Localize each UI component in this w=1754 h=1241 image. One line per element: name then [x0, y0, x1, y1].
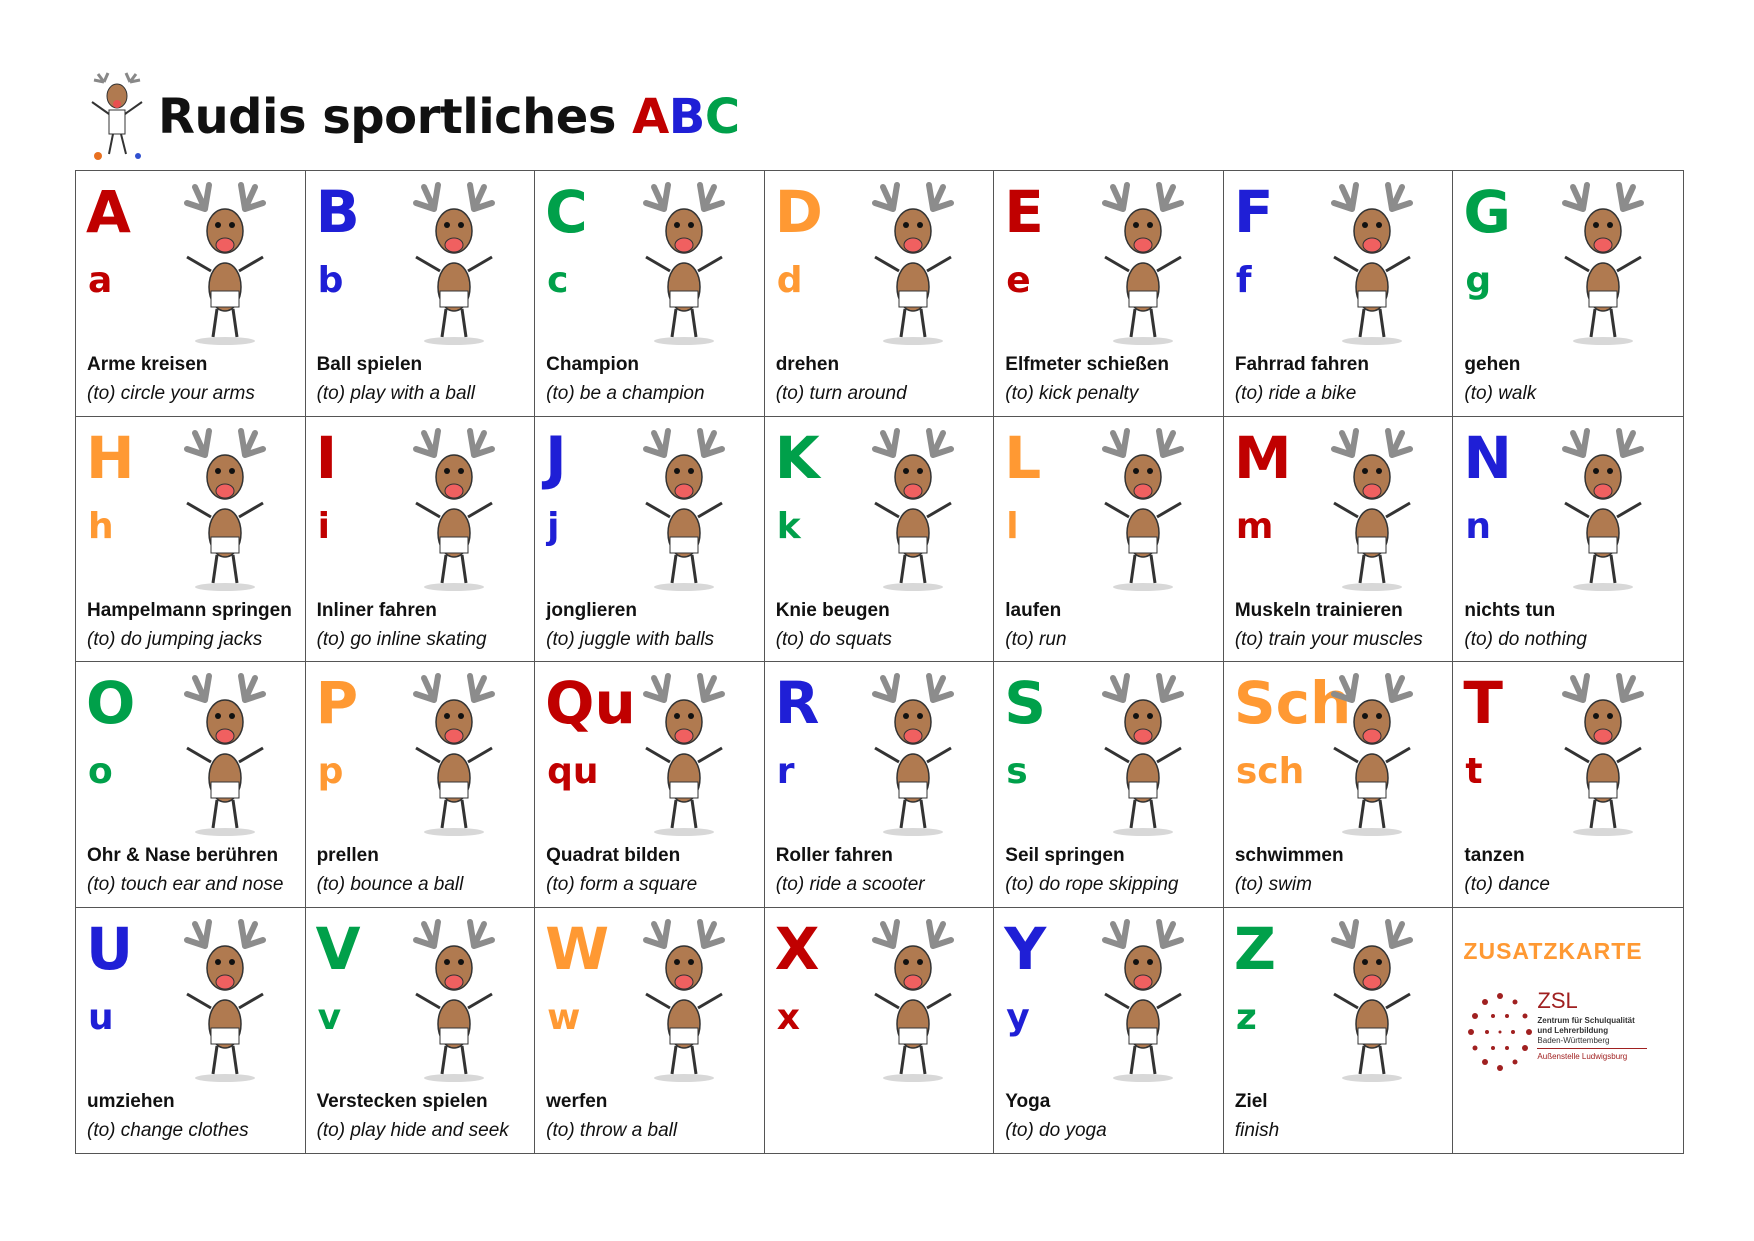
- card-german-label: Verstecken spielen: [316, 1090, 488, 1112]
- card-lowercase-letter: c: [547, 260, 569, 301]
- title-letter-b: B: [668, 89, 705, 145]
- card-english-label: (to) run: [1005, 628, 1067, 650]
- card-lowercase-letter: k: [776, 505, 801, 547]
- letter-card: [1224, 908, 1454, 1154]
- letter-card: [765, 908, 995, 1154]
- card-german-label: Yoga: [1005, 1090, 1051, 1112]
- card-lowercase-letter: h: [88, 505, 114, 547]
- card-german-label: Elfmeter schießen: [1005, 354, 1169, 375]
- reindeer-illustration-icon: [1533, 179, 1673, 349]
- letter-card: [76, 417, 306, 663]
- reindeer-illustration-icon: [614, 425, 754, 595]
- reindeer-illustration-icon: [843, 179, 983, 349]
- card-lowercase-letter: m: [1235, 505, 1274, 547]
- card-english-label: (to) do nothing: [1464, 628, 1587, 650]
- letter-card: [535, 908, 765, 1154]
- card-german-label: Arme kreisen: [87, 354, 208, 375]
- card-german-label: Ball spielen: [316, 354, 423, 375]
- card-capital-letter: H: [86, 423, 135, 492]
- card-capital-letter: P: [315, 669, 359, 737]
- letter-card: [765, 662, 995, 908]
- letter-card: [1224, 417, 1454, 663]
- card-lowercase-letter: t: [1465, 751, 1483, 792]
- reindeer-illustration-icon: [843, 425, 983, 595]
- card-capital-letter: S: [1004, 669, 1047, 737]
- card-capital-letter: G: [1463, 178, 1512, 246]
- card-capital-letter: A: [86, 178, 131, 246]
- card-german-label: Roller fahren: [775, 845, 893, 866]
- card-lowercase-letter: qu: [547, 751, 599, 792]
- card-capital-letter: M: [1233, 423, 1292, 492]
- letter-card: [765, 417, 995, 663]
- page-header: [82, 72, 740, 162]
- letter-card: [535, 417, 765, 663]
- card-english-label: (to) do yoga: [1005, 1119, 1107, 1141]
- card-english-label: (to) juggle with balls: [546, 628, 715, 650]
- title-letter-c: C: [704, 89, 740, 145]
- reindeer-illustration-icon: [1073, 179, 1213, 349]
- card-german-label: Hampelmann springen: [87, 599, 292, 621]
- letter-card: [1224, 662, 1454, 908]
- card-lowercase-letter: o: [88, 751, 113, 792]
- reindeer-illustration-icon: [1073, 670, 1213, 840]
- card-capital-letter: Sch: [1233, 669, 1352, 737]
- letter-card: [994, 908, 1224, 1154]
- card-german-label: schwimmen: [1234, 845, 1344, 866]
- zsl-abbr: ZSL: [1537, 987, 1578, 1013]
- card-capital-letter: E: [1004, 178, 1044, 246]
- card-capital-letter: Qu: [545, 669, 636, 737]
- reindeer-illustration-icon: [384, 179, 524, 349]
- extra-card: [1453, 908, 1683, 1154]
- card-lowercase-letter: s: [1006, 751, 1028, 792]
- title-letter-a: A: [632, 89, 669, 145]
- card-english-label: (to) train your muscles: [1234, 628, 1423, 650]
- card-german-label: Champion: [546, 354, 640, 375]
- card-capital-letter: C: [545, 178, 588, 246]
- reindeer-illustration-icon: [155, 179, 295, 349]
- reindeer-illustration-icon: [384, 916, 524, 1086]
- reindeer-illustration-icon: [155, 670, 295, 840]
- reindeer-illustration-icon: [843, 916, 983, 1086]
- reindeer-illustration-icon: [614, 670, 754, 840]
- card-english-label: (to) throw a ball: [546, 1119, 678, 1141]
- card-english-label: (to) play hide and seek: [316, 1119, 509, 1141]
- card-english-label: (to) do rope skipping: [1005, 874, 1179, 895]
- card-capital-letter: U: [86, 914, 134, 983]
- rudi-logo-icon: [82, 72, 152, 162]
- card-capital-letter: O: [86, 669, 136, 737]
- card-capital-letter: B: [315, 178, 360, 246]
- card-german-label: drehen: [775, 354, 840, 375]
- card-capital-letter: F: [1233, 178, 1274, 246]
- card-capital-letter: Z: [1233, 914, 1276, 983]
- card-english-label: (to) ride a scooter: [775, 874, 925, 895]
- letter-card: [1224, 171, 1454, 417]
- card-english-label: (to) swim: [1234, 874, 1312, 895]
- card-capital-letter: L: [1004, 423, 1042, 492]
- card-lowercase-letter: u: [88, 996, 114, 1038]
- page-title: [158, 89, 740, 145]
- card-german-label: nichts tun: [1464, 599, 1556, 621]
- title-prefix: Rudis sportliches: [158, 89, 616, 145]
- extra-card-title: ZUSATZKARTE: [1463, 937, 1643, 964]
- card-lowercase-letter: y: [1006, 996, 1030, 1038]
- card-english-label: (to) walk: [1464, 383, 1537, 404]
- card-german-label: Knie beugen: [775, 599, 890, 621]
- card-german-label: Muskeln trainieren: [1234, 599, 1403, 621]
- card-english-label: (to) play with a ball: [316, 383, 475, 404]
- card-english-label: (to) do squats: [775, 628, 892, 650]
- letter-card: [306, 662, 536, 908]
- zsl-divider: [1537, 1048, 1647, 1049]
- card-english-label: (to) go inline skating: [316, 628, 487, 650]
- reindeer-illustration-icon: [843, 670, 983, 840]
- card-german-label: laufen: [1005, 599, 1062, 621]
- card-lowercase-letter: d: [776, 260, 803, 301]
- card-lowercase-letter: x: [776, 996, 800, 1038]
- letter-card: [1453, 662, 1683, 908]
- letter-card: [994, 171, 1224, 417]
- reindeer-illustration-icon: [155, 425, 295, 595]
- card-lowercase-letter: r: [776, 751, 795, 792]
- letter-card: [765, 171, 995, 417]
- card-capital-letter: J: [545, 423, 567, 492]
- letter-card: [1453, 171, 1683, 417]
- letter-card: [306, 171, 536, 417]
- letter-card: [306, 417, 536, 663]
- card-lowercase-letter: i: [317, 505, 330, 547]
- card-capital-letter: I: [315, 423, 338, 492]
- card-english-label: (to) change clothes: [87, 1119, 249, 1141]
- card-lowercase-letter: n: [1465, 505, 1492, 547]
- card-capital-letter: X: [774, 914, 820, 983]
- reindeer-illustration-icon: [155, 916, 295, 1086]
- zsl-line2: und Lehrerbildung: [1537, 1025, 1609, 1035]
- reindeer-illustration-icon: [1302, 425, 1442, 595]
- abc-card-grid: [75, 170, 1684, 1154]
- card-german-label: Ohr & Nase berühren: [87, 845, 279, 866]
- card-capital-letter: Y: [1004, 914, 1047, 983]
- card-english-label: finish: [1234, 1119, 1280, 1141]
- card-lowercase-letter: f: [1235, 260, 1252, 301]
- card-english-label: (to) kick penalty: [1005, 383, 1139, 404]
- card-capital-letter: D: [774, 178, 823, 246]
- card-english-label: (to) dance: [1464, 874, 1550, 895]
- letter-card: [76, 662, 306, 908]
- card-german-label: umziehen: [87, 1090, 175, 1112]
- card-german-label: werfen: [546, 1090, 608, 1112]
- letter-card: [76, 908, 306, 1154]
- reindeer-illustration-icon: [1533, 670, 1673, 840]
- card-german-label: tanzen: [1464, 845, 1525, 866]
- card-lowercase-letter: l: [1006, 505, 1019, 547]
- card-lowercase-letter: z: [1235, 996, 1257, 1038]
- reindeer-illustration-icon: [1302, 916, 1442, 1086]
- card-capital-letter: N: [1463, 423, 1512, 492]
- card-english-label: (to) do jumping jacks: [87, 628, 263, 650]
- card-capital-letter: R: [774, 669, 820, 737]
- card-german-label: Fahrrad fahren: [1234, 354, 1369, 375]
- card-english-label: (to) form a square: [546, 874, 698, 895]
- card-lowercase-letter: b: [317, 260, 344, 301]
- letter-card: [994, 417, 1224, 663]
- card-capital-letter: W: [545, 914, 610, 983]
- reindeer-illustration-icon: [384, 670, 524, 840]
- reindeer-illustration-icon: [1073, 425, 1213, 595]
- card-lowercase-letter: v: [317, 996, 342, 1038]
- letter-card: [76, 171, 306, 417]
- zsl-line4: Außenstelle Ludwigsburg: [1537, 1051, 1628, 1061]
- zsl-line1: Zentrum für Schulqualität: [1537, 1015, 1635, 1025]
- card-german-label: Seil springen: [1005, 845, 1125, 866]
- letter-card: [1453, 417, 1683, 663]
- card-german-label: Ziel: [1234, 1090, 1268, 1112]
- reindeer-illustration-icon: [384, 425, 524, 595]
- zsl-line3: Baden-Württemberg: [1537, 1035, 1610, 1045]
- reindeer-illustration-icon: [1302, 179, 1442, 349]
- card-lowercase-letter: e: [1006, 260, 1031, 301]
- reindeer-illustration-icon: [1073, 916, 1213, 1086]
- letter-card: [994, 662, 1224, 908]
- zsl-dots-icon: [1465, 988, 1535, 1078]
- reindeer-illustration-icon: [614, 179, 754, 349]
- card-german-label: Quadrat bilden: [546, 845, 681, 866]
- card-capital-letter: V: [315, 914, 361, 983]
- letter-card: [535, 171, 765, 417]
- card-german-label: jonglieren: [546, 599, 637, 621]
- card-english-label: (to) touch ear and nose: [87, 874, 284, 895]
- card-capital-letter: K: [774, 423, 820, 492]
- card-lowercase-letter: sch: [1235, 751, 1305, 792]
- card-english-label: (to) bounce a ball: [316, 874, 464, 895]
- reindeer-illustration-icon: [614, 916, 754, 1086]
- card-english-label: (to) turn around: [775, 383, 907, 404]
- card-english-label: (to) ride a bike: [1234, 383, 1357, 404]
- card-german-label: Inliner fahren: [316, 599, 437, 621]
- card-lowercase-letter: j: [547, 505, 560, 547]
- card-english-label: (to) be a champion: [546, 383, 705, 404]
- card-english-label: (to) circle your arms: [87, 383, 255, 404]
- letter-card: [535, 662, 765, 908]
- card-lowercase-letter: a: [88, 260, 113, 301]
- zsl-logo: [1465, 988, 1665, 1108]
- reindeer-illustration-icon: [1533, 425, 1673, 595]
- card-lowercase-letter: p: [317, 751, 344, 792]
- card-german-label: gehen: [1464, 354, 1521, 375]
- letter-card: [306, 908, 536, 1154]
- card-lowercase-letter: w: [547, 996, 581, 1038]
- reindeer-illustration-icon: [1302, 670, 1442, 840]
- card-lowercase-letter: g: [1465, 260, 1492, 301]
- card-german-label: prellen: [316, 845, 379, 866]
- card-capital-letter: T: [1463, 669, 1503, 737]
